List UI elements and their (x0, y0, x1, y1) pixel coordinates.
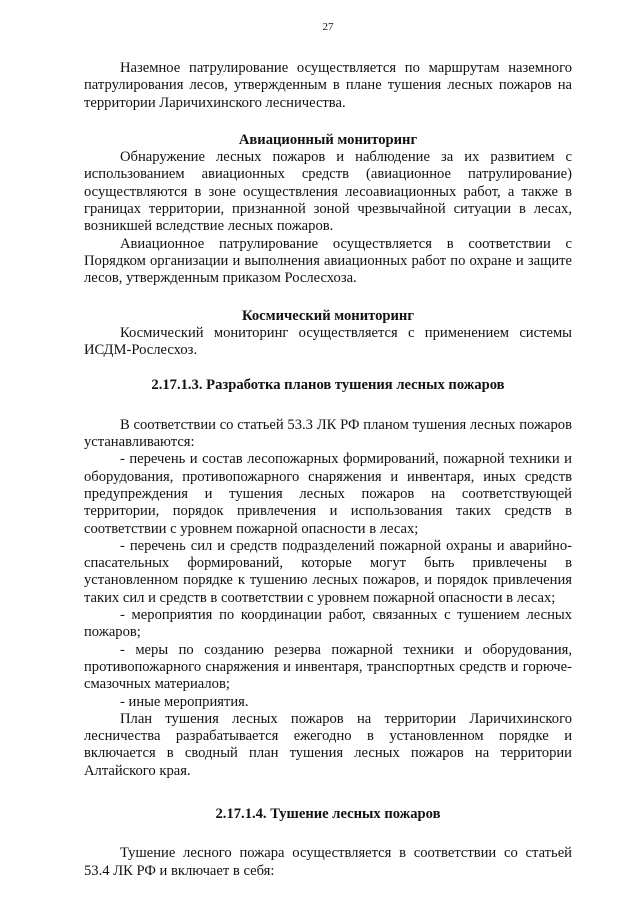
list-item: - перечень и состав лесопожарных формирований, пожарной техники и оборудования, противопожарного снаряжения и инвентаря, иных средств предупреждения и тушения лесных пожаров на соответствующей территории, порядок привлечения и использования таких средств в соответствии с уровнем пожарной опасности в лесах; (84, 451, 572, 537)
paragraph-aviation-patrol: Авиационное патрулирование осуществляется в соответствии с Порядком организации и выполнения авиационных работ по охране и защите лесов, утвержденным приказом Рослесхоза. (84, 235, 572, 287)
paragraph-aviation-detection: Обнаружение лесных пожаров и наблюдение за их развитием с использованием авиационных средств (авиационное патрулирование) осуществляются в зоне осуществления лесоавиационных работ, а также в границах территории, признанной зоной чрезвычайной ситуации в лесах, возникшей вследствие лесных пожаров. (84, 149, 572, 235)
paragraph-fire-suppression: Тушение лесного пожара осуществляется в соответствии со статьей 53.4 ЛК РФ и включает в себя: (84, 845, 572, 879)
heading-section-2-17-1-4: 2.17.1.4. Тушение лесных пожаров (215, 805, 441, 822)
list-item: - иные мероприятия. (120, 693, 249, 710)
document-page (84, 20, 572, 880)
list-item: - перечень сил и средств подразделений пожарной охраны и аварийно-спасательных формирований, которые могут быть привлечены в установленном порядке к тушению лесных пожаров, и порядок привлечения таких сил и средств в соответствии с уровнем пожарной опасности в лесах; (84, 537, 572, 606)
heading-section-2-17-1-3: 2.17.1.3. Разработка планов тушения лесных пожаров (151, 377, 505, 394)
paragraph-ground-patrol: Наземное патрулирование осуществляется по маршрутам наземного патрулирования лесов, утвержденным в плане тушения лесных пожаров на территории Ларичихинского лесничества. (84, 60, 572, 111)
paragraph-plan-intro: В соответствии со статьей 53.3 ЛК РФ планом тушения лесных пожаров устанавливаются: (84, 416, 572, 451)
list-item: - мероприятия по координации работ, связанных с тушением лесных пожаров; (84, 607, 572, 641)
page-number: 27 (322, 21, 334, 33)
heading-aviation-monitoring: Авиационный мониторинг (238, 131, 418, 148)
paragraph-space-monitoring: Космический мониторинг осуществляется с применением системы ИСДМ-Рослесхоз. (84, 324, 572, 359)
list-item: - меры по созданию резерва пожарной техники и оборудования, противопожарного снаряжения и инвентаря, транспортных средств и горюче-смазочных материалов; (84, 641, 572, 693)
heading-space-monitoring: Космический мониторинг (242, 307, 414, 324)
paragraph-plan-development: План тушения лесных пожаров на территории Ларичихинского лесничества разрабатывается ежегодно в установленном порядке и включается в сводный план тушения лесных пожаров на территории Алтайского края. (84, 710, 572, 779)
